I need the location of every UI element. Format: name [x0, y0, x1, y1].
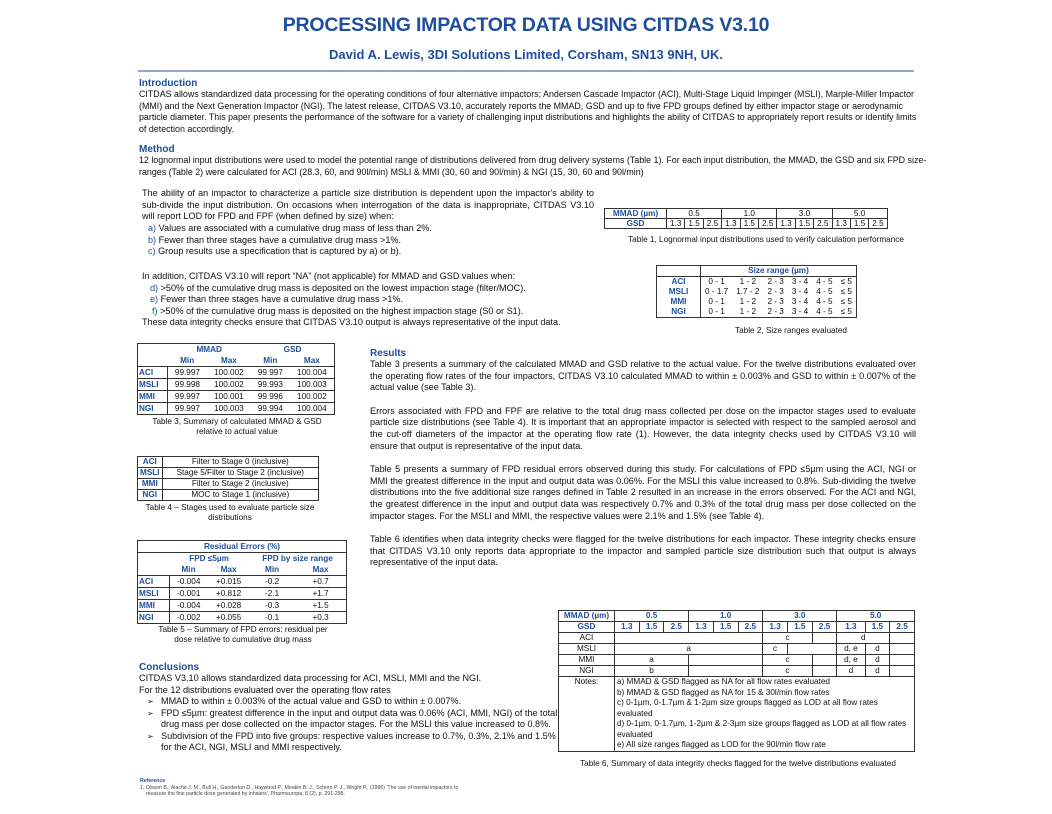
- table-4-stages: Filter to Stage 2 (inclusive): [162, 479, 318, 490]
- table-2-impactor: MMI: [657, 297, 701, 307]
- table-6-flag: d: [865, 644, 890, 655]
- method-text: 12 lognormal input distributions were used to model the potential range of distributions delivered from drug delivery systems (Table 1). For each input distribution, the MMAD, the GSD and six FPD size-ranges (Table 2) were calculated for ACI (28.3, 60, and 90l/min) MSLI & MMI (30, 60 and 90l/min) & NGI (15, 30, 60 and 90l/min): [139, 155, 927, 177]
- table-5-sub: Max: [295, 564, 346, 576]
- table-4-impactor: MSLI: [138, 468, 163, 479]
- table-6-flag: c: [763, 666, 812, 677]
- table-6-gsd-value: 1.3: [763, 622, 788, 633]
- results-paragraph-4: Table 6 identifies when data integrity checks were flagged for the twelve distributions for each impactor. These integrity checks ensure that CITDAS V3.10 only reports data appropriate to the impactor and sampled particle size distribution such that output is always representative of the input data.: [370, 534, 916, 568]
- table-5-value: -0.002: [169, 612, 208, 624]
- table-6-flag: d: [837, 666, 865, 677]
- table-2-range: 2 - 3: [767, 277, 784, 286]
- introduction-section: [139, 78, 917, 135]
- table-5-value: -0.1: [249, 612, 295, 624]
- table-5-value: -0.2: [249, 576, 295, 588]
- conclusion-bullet-text: Subdivision of the FPD into five groups: respective values increase to 0.7%, 0.3%, 2.1% and 1.5% for the ACI, NGI, MSLI and MMI respectively.: [161, 730, 556, 752]
- na-intro: In addition, CITDAS V3.10 will report “NA” (not applicable) for MMAD and GSD values when:: [142, 271, 515, 281]
- table-5-title-row: [138, 541, 347, 553]
- table-5-value: -2.1: [249, 588, 295, 600]
- table-6-flag: a: [615, 644, 763, 655]
- table-1-gsd-value: 1.3: [777, 219, 795, 229]
- table-5-value: +0.812: [208, 588, 249, 600]
- table-6-flag: c: [763, 633, 812, 644]
- table-6-gsd-label: GSD: [559, 622, 615, 633]
- conclusions-intro-1: CITDAS V3.10 allows standardized data processing for ACI, MSLI, MMI and the NGI.: [139, 673, 482, 683]
- table-5-impactor: ACI: [138, 576, 170, 588]
- table-1-gsd-value: 1.5: [740, 219, 758, 229]
- table-6-mmad-value: 3.0: [763, 611, 837, 622]
- table-6-note: e) All size ranges flagged as LOD for the 90l/min flow rate: [617, 740, 826, 749]
- table-6-flag: a: [615, 655, 689, 666]
- table-6-caption: Table 6, Summary of data integrity checks flagged for the twelve distributions evaluated: [580, 758, 896, 768]
- table-2-impactor: MSLI: [657, 287, 701, 297]
- table-2-row: [657, 297, 857, 307]
- table-3-row: [138, 403, 335, 415]
- table-2-grid: [656, 265, 857, 318]
- lod-list: [148, 223, 598, 258]
- table-3-row: [138, 391, 335, 403]
- table-2-impactor: ACI: [657, 277, 701, 288]
- table-6-flag: [812, 666, 837, 677]
- table-6-gsd-value: 1.5: [865, 622, 890, 633]
- reference-heading: Reference: [140, 778, 166, 784]
- table-1: [604, 208, 926, 245]
- table-2-header: Size range (µm): [701, 266, 857, 277]
- table-1-gsd-row: [605, 219, 888, 229]
- table-2-caption: Table 2, Size ranges evaluated: [735, 326, 847, 335]
- table-6-row: [559, 644, 915, 655]
- table-4-impactor: MMI: [138, 479, 163, 490]
- table-1-gsd-value: 1.3: [832, 219, 850, 229]
- table-6-gsd-value: 1.3: [837, 622, 865, 633]
- table-2-range: 3 - 4: [791, 277, 809, 286]
- arrow-bullet-icon: ➢: [147, 697, 154, 706]
- table-6-gsd-value: 1.5: [639, 622, 664, 633]
- table-3-value: 100.002: [290, 391, 335, 403]
- table-5-sub: Min: [249, 564, 295, 576]
- table-2-row: [657, 277, 857, 288]
- table-5: [137, 540, 349, 645]
- table-3-value: 100.002: [207, 379, 251, 391]
- table-4-row: [138, 457, 319, 468]
- table-3-value: 99.997: [251, 367, 290, 379]
- table-5-value: -0.3: [249, 600, 295, 612]
- table-1-mmad-label: MMAD (µm): [605, 209, 667, 219]
- table-2-corner: [657, 266, 701, 277]
- table-4: [137, 456, 333, 523]
- table-3-value: 99.997: [167, 391, 206, 403]
- table-5-row: [138, 612, 347, 624]
- table-2-range: 2 - 3: [767, 307, 784, 316]
- table-5-row: [138, 588, 347, 600]
- table-2-range: 4 - 5: [816, 287, 833, 296]
- introduction-heading: Introduction: [139, 78, 198, 89]
- table-6-flag: d: [837, 633, 890, 644]
- table-2-range: 0 - 1: [708, 297, 725, 306]
- table-4-impactor: NGI: [138, 490, 163, 501]
- table-1-gsd-value: 2.5: [758, 219, 776, 229]
- table-5-value: +0.015: [208, 576, 249, 588]
- table-2-range: 0 - 1: [708, 307, 725, 316]
- table-5-group-range: FPD by size range: [262, 554, 333, 563]
- table-1-mmad-row: [605, 209, 888, 219]
- table-4-caption: Table 4 – Stages used to evaluate particle size distributions: [145, 503, 315, 522]
- table-3-sub: Min: [251, 355, 290, 367]
- table-6-mmad-value: 0.5: [615, 611, 689, 622]
- table-2-range: 3 - 4: [791, 307, 809, 316]
- table-3-value: 99.993: [251, 379, 290, 391]
- table-5-value: +0.7: [295, 576, 346, 588]
- results-section: [370, 348, 916, 569]
- arrow-bullet-icon: ➢: [147, 708, 154, 718]
- conclusion-bullet: [139, 696, 559, 708]
- table-6-flag: [812, 655, 837, 666]
- table-2: [656, 265, 926, 336]
- table-6-impactor: MSLI: [559, 644, 615, 655]
- table-3-row: [138, 367, 335, 379]
- table-3-sub: Max: [207, 355, 251, 367]
- table-5-value: +1.5: [295, 600, 346, 612]
- table-6: [558, 610, 918, 769]
- introduction-text: CITDAS allows standardized data processing for the operating conditions of four alternative impactors; Andersen Cascade Impactor (ACI), Multi-Stage Liquid Impinger (MSLI), Marple-Miller Impactor (MMI) and the Next Generation Impactor (NGI). The latest release, CITDAS V3.10, accurately reports the MMAD, GSD and up to five FPD groups defined by either impactor stage or aerodynamic particle diameter. This paper presents the performance of the software for a variety of challenging input distributions and highlights the ability of CITDAS to appropriately report results or identify limits of detection accordingly.: [139, 89, 917, 134]
- table-6-gsd-value: 1.3: [615, 622, 640, 633]
- table-3-value: 99.994: [251, 403, 290, 415]
- table-6-gsd-row: [559, 622, 915, 633]
- table-6-note: b) MMAD & GSD flagged as NA for 15 & 30l/min flow rates: [617, 687, 830, 697]
- table-5-title: Residual Errors (%): [138, 541, 347, 553]
- table-3-value: 99.997: [167, 367, 206, 379]
- table-6-flag: [890, 633, 915, 644]
- na-section: [142, 271, 622, 329]
- table-2-range: ≤ 5: [840, 277, 852, 286]
- table-5-grid: [137, 540, 347, 624]
- table-3-sub: Max: [290, 355, 335, 367]
- header-divider: [138, 70, 914, 72]
- na-item-d: d) >50% of the cumulative drug mass is deposited on the lowest impaction stage (filter/MOC).: [150, 282, 526, 293]
- table-3-grid: [137, 343, 335, 415]
- conclusion-bullet: [139, 708, 559, 731]
- conclusions-intro-2: For the 12 distributions evaluated over the operating flow rates: [139, 684, 391, 695]
- integrity-closing: These data integrity checks ensure that CITDAS V3.10 output is always representative of the input data.: [142, 317, 561, 327]
- table-6-gsd-value: 2.5: [738, 622, 763, 633]
- table-6-flag: [890, 666, 915, 677]
- table-6-note: a) MMAD & GSD flagged as NA for all flow rates evaluated: [617, 677, 830, 686]
- table-4-row: [138, 490, 319, 501]
- table-1-mmad-value: 0.5: [667, 209, 722, 219]
- na-item-e: e) Fewer than three stages have a cumulative drug mass >1%.: [150, 294, 403, 304]
- table-1-mmad-value: 5.0: [832, 209, 887, 219]
- table-3-value: 99.996: [251, 391, 290, 403]
- table-3-value: 100.004: [290, 403, 335, 415]
- table-4-impactor: ACI: [138, 457, 163, 468]
- table-1-gsd-value: 1.3: [722, 219, 740, 229]
- table-3-value: 100.003: [290, 379, 335, 391]
- table-5-subheader-row: [138, 564, 347, 576]
- method-heading: Method: [139, 144, 175, 155]
- table-6-flag: [812, 633, 837, 644]
- table-1-gsd-value: 1.5: [850, 219, 868, 229]
- table-5-sub: Max: [208, 564, 249, 576]
- conclusions-heading: Conclusions: [139, 662, 200, 673]
- table-5-group-fpd5: FPD ≤5µm: [189, 554, 229, 563]
- table-2-range: 1 - 2: [739, 277, 757, 286]
- table-5-group-row: [138, 553, 347, 565]
- table-2-range: 0 - 1: [708, 277, 725, 286]
- table-5-value: +1.7: [295, 588, 346, 600]
- table-5-value: +0.055: [208, 612, 249, 624]
- table-6-impactor: NGI: [559, 666, 615, 677]
- results-paragraph-1: Table 3 presents a summary of the calculated MMAD and GSD relative to the actual value. For the twelve distributions evaluated over the operating flow rates of the four impactors, CITDAS V3.10 calculated MMAD to within ± 0.003% and GSD to within ± 0.007% of the actual value (see Table 3).: [370, 359, 916, 393]
- table-6-flag: [689, 666, 763, 677]
- table-1-grid: [604, 208, 888, 229]
- table-6-flag: d, e: [837, 644, 865, 655]
- table-6-row: [559, 655, 915, 666]
- table-6-row: [559, 633, 915, 644]
- table-6-flag: d: [865, 655, 890, 666]
- author-line: David A. Lewis, 3DI Solutions Limited, Corsham, SN13 9NH, UK.: [329, 47, 723, 62]
- table-2-header-row: [657, 266, 857, 277]
- table-6-flag: b: [615, 666, 689, 677]
- results-paragraph-2: Errors associated with FPD and FPF are relative to the total drug mass collected per dose on the impactor stages used to evaluate particle size distributions (see Table 4). It is important that an appropriate impactor is selected with respect to the sampled aerosol and the cut-off diameters of the impactor at the operating flow rate (1). However, the data integrity checks used by CITDAS V3.10 will ensure that output is representative of the input data.: [370, 405, 916, 451]
- table-3-subheader-row: [138, 355, 335, 367]
- table-6-gsd-value: 2.5: [664, 622, 689, 633]
- table-1-gsd-value: 2.5: [703, 219, 721, 229]
- table-6-row: [559, 666, 915, 677]
- table-5-value: +0.3: [295, 612, 346, 624]
- table-3-value: 99.998: [167, 379, 206, 391]
- lod-item-c: c) Group results use a specification that is captured by a) or b).: [148, 246, 402, 256]
- table-5-sub: Min: [169, 564, 208, 576]
- table-6-flag: [890, 644, 915, 655]
- na-item-f: f) >50% of the cumulative drug mass is deposited on the highest impaction stage (S0 or S1).: [152, 305, 524, 316]
- reference-section: [140, 778, 460, 798]
- table-4-stages: Stage 5/Filter to Stage 2 (inclusive): [162, 468, 318, 479]
- results-heading: Results: [370, 348, 407, 359]
- table-5-row: [138, 576, 347, 588]
- table-3-impactor: MSLI: [138, 379, 168, 391]
- table-6-grid: [558, 610, 915, 752]
- table-5-value: -0.004: [169, 600, 208, 612]
- table-6-mmad-value: 5.0: [837, 611, 915, 622]
- table-3-value: 100.004: [290, 367, 335, 379]
- poster-title: PROCESSING IMPACTOR DATA USING CITDAS V3.10: [282, 14, 770, 36]
- conclusion-bullet-text: FPD ≤5µm: greatest difference in the input and output data was 0.06% (ACI, MMI, NGI) of the total drug mass per dose collected on the impactor stages. For the MSLI this value increased to 0.8%.: [161, 707, 558, 729]
- table-3-sub: Min: [167, 355, 206, 367]
- table-6-flag: [689, 655, 763, 666]
- table-6-flag: [890, 655, 915, 666]
- table-5-impactor: NGI: [138, 612, 170, 624]
- table-2-range: 1 - 2: [739, 307, 757, 316]
- table-1-caption: Table 1, Lognormal input distributions used to verify calculation performance: [628, 235, 904, 244]
- table-2-range: 2 - 3: [767, 297, 784, 306]
- conclusions-bullets: [139, 696, 559, 754]
- table-1-gsd-value: 2.5: [869, 219, 887, 229]
- table-2-range: 1.7 - 2: [736, 287, 760, 296]
- table-4-row: [138, 479, 319, 490]
- table-6-gsd-value: 1.5: [713, 622, 738, 633]
- lod-item-a: a) Values are associated with a cumulative drug mass of less than 2%.: [148, 223, 432, 233]
- table-6-notes-label: Notes:: [559, 677, 615, 752]
- table-3-group-row: [138, 344, 335, 356]
- table-6-mmad-row: [559, 611, 915, 622]
- table-5-row: [138, 600, 347, 612]
- table-6-notes-row: [559, 677, 915, 752]
- table-2-range: ≤ 5: [840, 287, 852, 296]
- table-6-note: d) 0-1µm, 0-1.7µm, 1-2µm & 2-3µm size groups flagged as LOD at all flow rates evaluated: [617, 719, 907, 739]
- table-5-impactor: MSLI: [138, 588, 170, 600]
- table-6-impactor: MMI: [559, 655, 615, 666]
- table-2-row: [657, 287, 857, 297]
- conclusion-bullet: [139, 731, 559, 754]
- table-3-impactor: ACI: [138, 367, 168, 379]
- table-6-mmad-value: 1.0: [689, 611, 763, 622]
- table-1-mmad-value: 1.0: [722, 209, 777, 219]
- table-3-impactor: NGI: [138, 403, 168, 415]
- reference-text: 1. Olsson B., Aiache J. M., Bull H., Ganderton D., Haywood P., Meakin B. J., Schorn P. J., Wright P., (1996) 'The use of inertial impactors to measure the fine particle dose generated by inhalers', Pharmeuropa, 8 (2), p. 291-298.: [140, 784, 459, 797]
- table-3-impactor: MMI: [138, 391, 168, 403]
- table-6-flag: c: [763, 644, 788, 655]
- table-4-grid: [137, 456, 319, 501]
- table-6-impactor: ACI: [559, 633, 615, 644]
- table-2-range: 4 - 5: [816, 307, 833, 316]
- table-5-value: -0.001: [169, 588, 208, 600]
- table-2-range: 2 - 3: [767, 287, 784, 296]
- table-2-range: 4 - 5: [816, 277, 833, 286]
- table-2-range: 3 - 4: [791, 287, 809, 296]
- results-paragraph-3: Table 5 presents a summary of FPD residual errors observed during this study. For calculations of FPD ≤5µm using the ACI, NGI or MMI the greatest difference in the input and output data was 0.06%. For the MSLI this value increased to 0.8%. Sub-dividing the twelve distributions into the five additional size ranges defined in Table 2 resulted in an increase in the errors observed. For the ACI and NGI, the greatest difference in the input and output data was respectively 0.7% and 0.3% of the total drug mass per dose collected on the impactor stages. For the MSLI and MMI, the respective values were 2.1% and 1.5% (see Table 4).: [370, 464, 916, 521]
- table-3: [137, 343, 337, 437]
- method-section: [139, 144, 929, 178]
- table-4-stages: Filter to Stage 0 (inclusive): [162, 457, 318, 468]
- table-3-group-mmad: MMAD: [196, 345, 222, 354]
- table-2-range: 4 - 5: [816, 297, 833, 306]
- table-3-value: 100.001: [207, 391, 251, 403]
- table-3-value: 100.002: [207, 367, 251, 379]
- table-2-impactor: NGI: [657, 307, 701, 318]
- table-2-row: [657, 307, 857, 318]
- table-6-gsd-value: 2.5: [890, 622, 915, 633]
- table-6-gsd-value: 1.5: [787, 622, 812, 633]
- table-5-impactor: MMI: [138, 600, 170, 612]
- arrow-bullet-icon: ➢: [147, 731, 154, 741]
- table-1-gsd-value: 1.5: [795, 219, 813, 229]
- table-6-flag: d: [865, 666, 890, 677]
- table-6-gsd-value: 2.5: [812, 622, 837, 633]
- table-3-value: 99.997: [167, 403, 206, 415]
- table-6-gsd-value: 1.3: [689, 622, 714, 633]
- table-1-gsd-value: 2.5: [814, 219, 832, 229]
- table-3-group-gsd: GSD: [283, 345, 302, 354]
- table-4-row: [138, 468, 319, 479]
- table-6-flag: [615, 633, 763, 644]
- table-2-range: ≤ 5: [840, 307, 852, 316]
- table-5-value: +0.028: [208, 600, 249, 612]
- table-3-row: [138, 379, 335, 391]
- conclusion-bullet-text: MMAD to within ± 0.003% of the actual value and GSD to within ± 0.007%.: [161, 696, 462, 706]
- table-2-range: 1 - 2: [739, 297, 757, 306]
- table-6-flag: c: [763, 655, 812, 666]
- conclusions-section: [139, 662, 559, 754]
- table-1-gsd-label: GSD: [605, 219, 667, 229]
- table-6-notes: [615, 677, 915, 752]
- table-6-flag: d, e: [837, 655, 865, 666]
- table-5-caption: Table 5 – Summary of FPD errors: residual per dose relative to cumulative drug mass: [158, 625, 328, 644]
- table-3-value: 100.003: [207, 403, 251, 415]
- lod-intro: The ability of an impactor to characterize a particle size distribution is dependent upon the impactor's ability to sub-divide the input distribution. On occasions when interrogation of the data is inappropriate, CITDAS V3.10 will report LOD for FPD and FPF (when defined by size) when:: [142, 188, 594, 221]
- table-1-gsd-value: 1.5: [685, 219, 703, 229]
- table-5-value: -0.004: [169, 576, 208, 588]
- table-2-range: 3 - 4: [791, 297, 809, 306]
- table-6-flag: [787, 644, 836, 655]
- table-2-range: ≤ 5: [840, 297, 852, 306]
- lod-item-b: b) Fewer than three stages have a cumulative drug mass >1%.: [148, 234, 401, 245]
- table-1-gsd-value: 1.3: [667, 219, 685, 229]
- table-1-mmad-value: 3.0: [777, 209, 832, 219]
- table-6-mmad-label: MMAD (µm): [559, 611, 615, 622]
- table-3-caption: Table 3, Summary of calculated MMAD & GSD relative to actual value: [152, 417, 322, 436]
- table-4-stages: MOC to Stage 1 (inclusive): [162, 490, 318, 501]
- table-2-range: 0 - 1.7: [705, 287, 729, 296]
- table-6-note: c) 0-1µm, 0-1.7µm & 1-2µm size groups flagged as LOD at all flow rates evaluated: [617, 698, 878, 718]
